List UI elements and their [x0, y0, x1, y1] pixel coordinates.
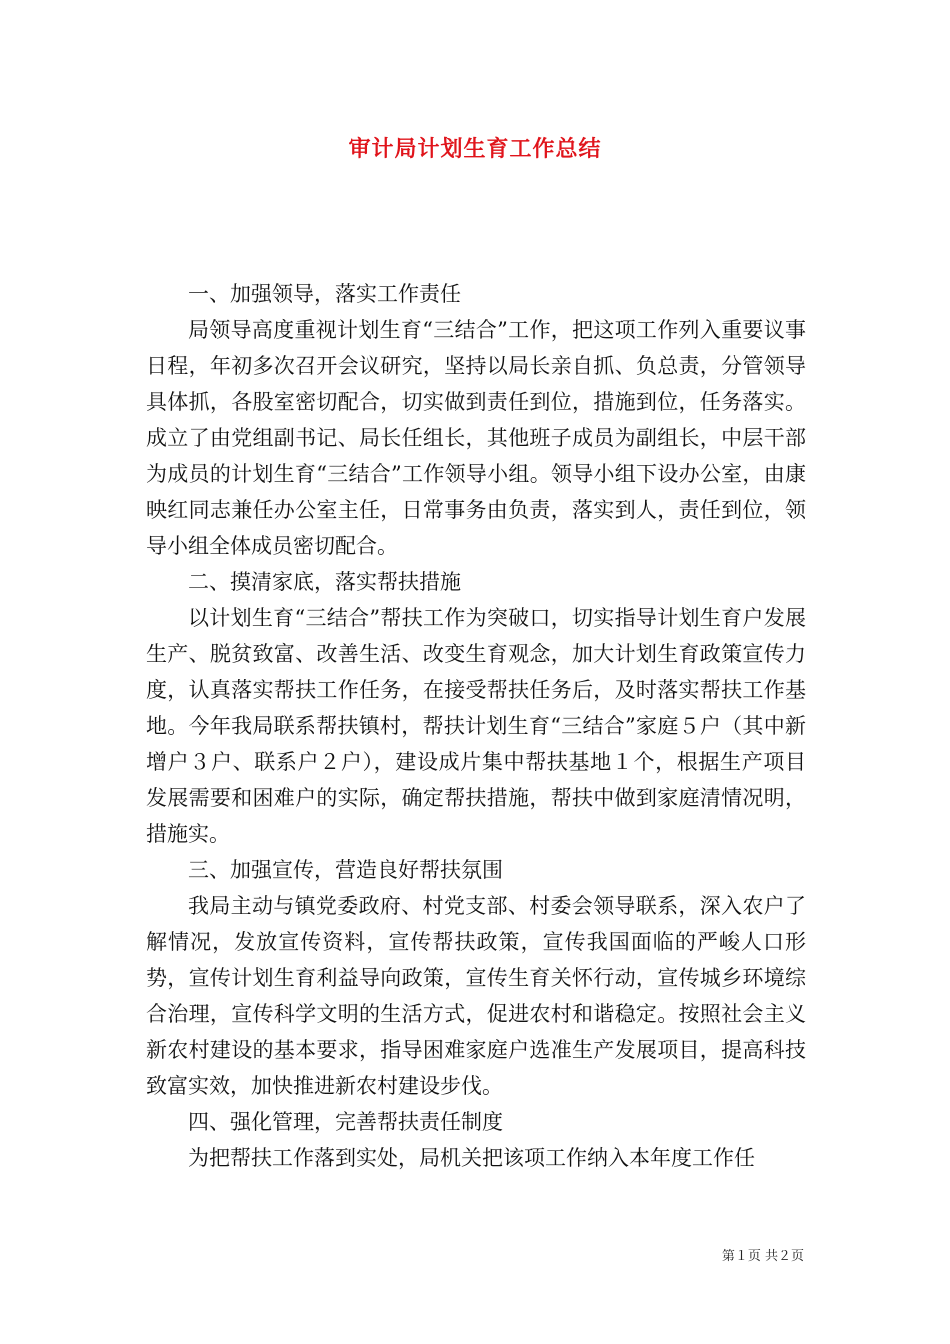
page-title: 审计局计划生育工作总结 — [348, 136, 602, 162]
section-heading-1: 一、加强领导，落实工作责任 — [188, 282, 461, 306]
paragraph-4: 为把帮扶工作落到实处，局机关把该项工作纳入本年度工作任 — [188, 1146, 755, 1170]
paragraph-2: 以计划生育“三结合”帮扶工作为突破口，切实指导计划生育户发展生产、脱贫致富、改善生活、改变生育观念，加大计划生育政策宣传力度，认真落实帮扶工作任务，在接受帮扶任务后，及时落实帮扶工作基地。今年我局联系帮扶镇村，帮扶计划生育“三结合”家庭５户（其中新增户３户、联系户２户），建设成片集中帮扶基地１个，根据生产项目发展需要和困难户的实际，确定帮扶措施，帮扶中做到家庭清情况明，措施实。 — [146, 606, 806, 846]
section-heading-3: 三、加强宣传，营造良好帮扶氛围 — [188, 858, 503, 882]
paragraph-1: 局领导高度重视计划生育“三结合”工作，把这项工作列入重要议事日程，年初多次召开会议研究，坚持以局长亲自抓、负总责，分管领导具体抓，各股室密切配合，切实做到责任到位，措施到位，任务落实。成立了由党组副书记、局长任组长，其他班子成员为副组长，中层干部为成员的计划生育“三结合”工作领导小组。领导小组下设办公室，由康映红同志兼任办公室主任，日常事务由负责，落实到人，责任到位，领导小组全体成员密切配合。 — [146, 318, 806, 558]
section-heading-4: 四、强化管理，完善帮扶责任制度 — [188, 1110, 503, 1134]
section-heading-2: 二、摸清家底，落实帮扶措施 — [188, 570, 461, 594]
paragraph-3: 我局主动与镇党委政府、村党支部、村委会领导联系，深入农户了解情况，发放宣传资料，宣传帮扶政策，宣传我国面临的严峻人口形势，宣传计划生育利益导向政策，宣传生育关怀行动，宣传城乡环境综合治理，宣传科学文明的生活方式，促进农村和谐稳定。按照社会主义新农村建设的基本要求，指导困难家庭户选准生产发展项目，提高科技致富实效，加快推进新农村建设步伐。 — [146, 894, 806, 1098]
page-number: 第１页 共２页 — [721, 1249, 804, 1264]
document-body — [146, 276, 806, 1176]
